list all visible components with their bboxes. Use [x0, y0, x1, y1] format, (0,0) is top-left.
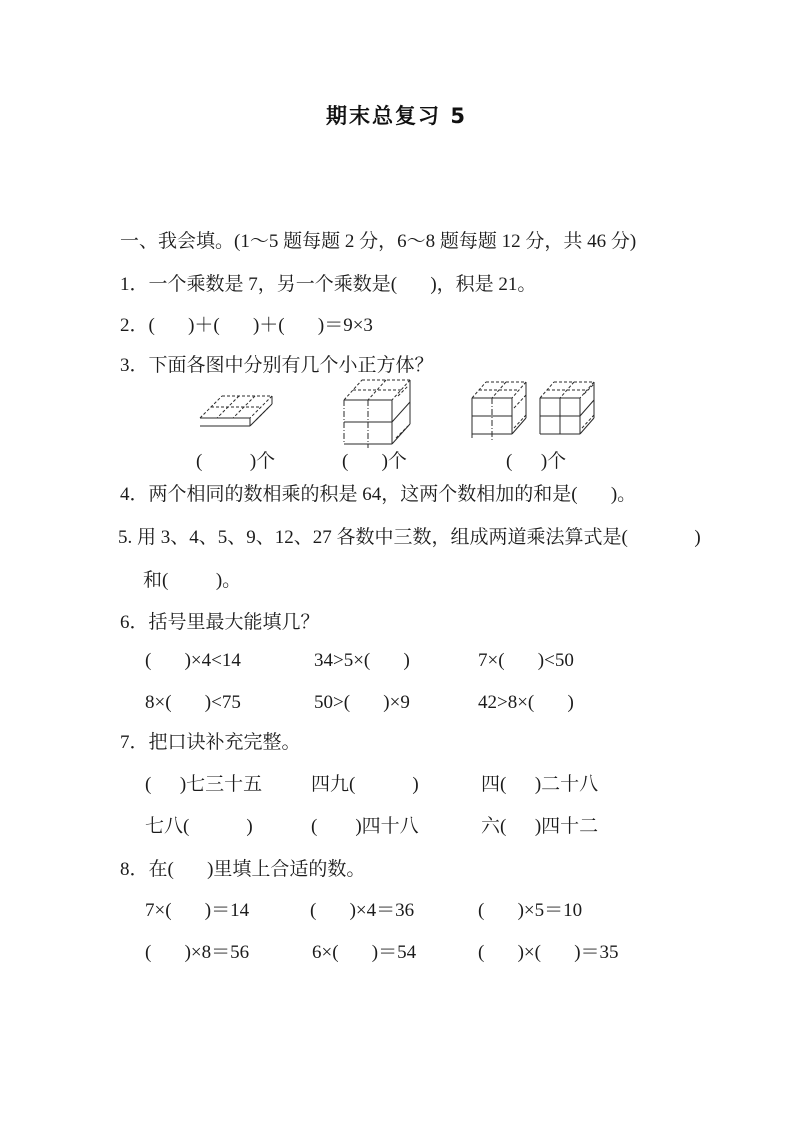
question-1: 1．一个乘数是 7，另一个乘数是( )，积是 21。	[120, 274, 537, 295]
q8-cell-3: ( )×5＝10	[478, 900, 583, 921]
q7-cell-6: 六( )四十二	[481, 816, 599, 837]
question-6-prompt: 6．括号里最大能填几？	[120, 612, 320, 633]
q8-cell-2: ( )×4＝36	[310, 900, 415, 921]
figure-3-answer-blank: ( )个	[506, 451, 567, 472]
q8-cell-4: ( )×8＝56	[145, 942, 250, 963]
question-8-prompt: 8．在( )里填上合适的数。	[120, 859, 366, 880]
q7-cell-5: ( )四十八	[311, 816, 419, 837]
q6-cell-4: 8×( )<75	[145, 692, 241, 713]
q6-cell-1: ( )×4<14	[145, 650, 241, 671]
q8-cell-6: ( )×( )＝35	[478, 942, 619, 963]
cube-figure-two-blocks	[468, 376, 600, 446]
q6-cell-3: 7×( )<50	[478, 650, 574, 671]
figure-1-answer-blank: ( )个	[196, 451, 276, 472]
question-2: 2．( )＋( )＋( )＝9×3	[120, 315, 373, 336]
question-3-prompt: 3．下面各图中分别有几个小正方体？	[120, 355, 434, 376]
question-7-prompt: 7．把口诀补充完整。	[120, 732, 301, 753]
q7-cell-4: 七八( )	[145, 816, 253, 837]
q6-cell-6: 42>8×( )	[478, 692, 574, 713]
q7-cell-2: 四九( )	[311, 774, 419, 795]
figure-2-answer-blank: ( )个	[342, 451, 407, 472]
question-5-line1: 5. 用 3、4、5、9、12、27 各数中三数，组成两道乘法算式是( )	[118, 527, 701, 548]
cube-figure-flat-slab	[198, 382, 276, 444]
section-heading: 一、我会填。(1～5 题每题 2 分，6～8 题每题 12 分，共 46 分)	[120, 231, 637, 252]
question-4: 4．两个相同的数相乘的积是 64，这两个数相加的和是( )。	[120, 484, 637, 505]
cube-figure-2x2x2	[336, 374, 426, 449]
q8-cell-1: 7×( )＝14	[145, 900, 250, 921]
q6-cell-2: 34>5×( )	[314, 650, 410, 671]
q6-cell-5: 50>( )×9	[314, 692, 410, 713]
question-5-line2: 和( )。	[143, 570, 242, 591]
page-title: 期末总复习 5	[326, 104, 467, 128]
q8-cell-5: 6×( )＝54	[312, 942, 417, 963]
q7-cell-3: 四( )二十八	[481, 774, 599, 795]
q7-cell-1: ( )七三十五	[145, 774, 263, 795]
